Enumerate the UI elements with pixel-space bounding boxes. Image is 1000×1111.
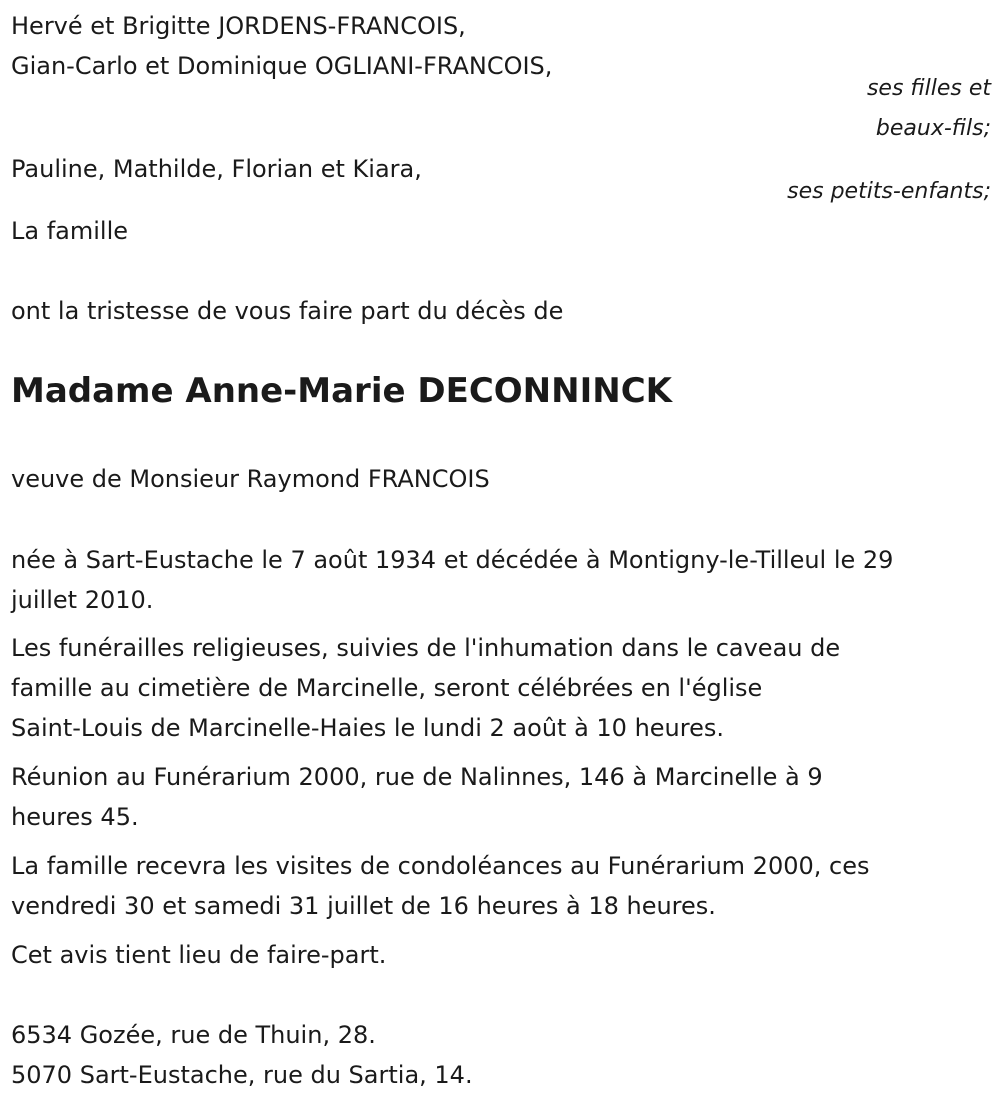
visits-line-1: La famille recevra les visites de condoléances au Funérarium 2000, ces [11,852,870,880]
birth-death-line-1: née à Sart-Eustache le 7 août 1934 et décédée à Montigny-le-Tilleul le 29 [11,546,894,574]
birth-death-line-2: juillet 2010. [11,586,154,614]
family-line-others: La famille [11,217,129,245]
family-line-daughter-2: Gian-Carlo et Dominique OGLIANI-FRANCOIS, [11,52,553,80]
address-line-2: 5070 Sart-Eustache, rue du Sartia, 14. [11,1061,473,1089]
funeral-line-1: Les funérailles religieuses, suivies de l'inhumation dans le caveau de [11,634,841,662]
relation-sons-in-law: beaux-fils; [875,116,991,141]
family-line-grandchildren: Pauline, Mathilde, Florian et Kiara, [11,155,422,183]
deceased-name: Madame Anne-Marie DECONNINCK [11,371,672,411]
announcement-text: ont la tristesse de vous faire part du décès de [11,297,564,325]
relation-grandchildren: ses petits-enfants; [787,179,991,204]
visits-line-2: vendredi 30 et samedi 31 juillet de 16 heures à 18 heures. [11,892,716,920]
meeting-line-1: Réunion au Funérarium 2000, rue de Nalinnes, 146 à Marcinelle à 9 [11,763,823,791]
notice-line: Cet avis tient lieu de faire-part. [11,941,387,969]
funeral-line-2: famille au cimetière de Marcinelle, seront célébrées en l'église [11,674,763,702]
address-line-1: 6534 Gozée, rue de Thuin, 28. [11,1021,376,1049]
widow-of-line: veuve de Monsieur Raymond FRANCOIS [11,465,490,493]
family-line-daughter-1: Hervé et Brigitte JORDENS-FRANCOIS, [11,12,466,40]
funeral-line-3: Saint-Louis de Marcinelle-Haies le lundi 2 août à 10 heures. [11,714,724,742]
meeting-line-2: heures 45. [11,803,139,831]
relation-daughters: ses filles et [866,76,991,101]
